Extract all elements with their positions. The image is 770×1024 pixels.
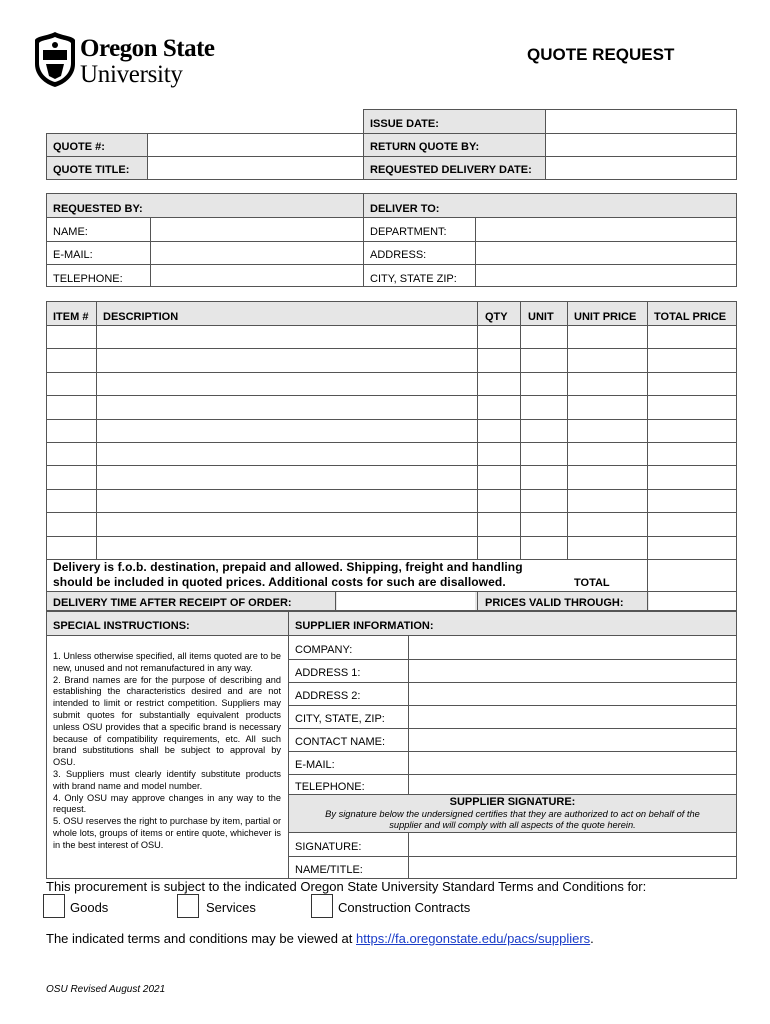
construction-contracts-checkbox[interactable] bbox=[311, 894, 333, 918]
line-item-description-cell[interactable] bbox=[97, 373, 476, 394]
supplier-telephone-field[interactable] bbox=[410, 775, 736, 793]
supplier-company-field[interactable] bbox=[410, 637, 736, 658]
supplier-city-label: CITY, STATE, ZIP: bbox=[295, 713, 385, 725]
signature-field[interactable] bbox=[410, 834, 736, 855]
line-item-qty-cell[interactable] bbox=[478, 373, 519, 394]
requester-email-label: E-MAIL: bbox=[53, 249, 93, 261]
quote-title-field[interactable] bbox=[149, 158, 362, 179]
supplier-address1-field[interactable] bbox=[410, 660, 736, 681]
return-quote-by-label: RETURN QUOTE BY: bbox=[370, 141, 480, 153]
page-title: QUOTE REQUEST bbox=[527, 45, 675, 64]
line-item-total-price-cell[interactable] bbox=[648, 349, 736, 370]
supplier-information-heading: SUPPLIER INFORMATION: bbox=[295, 620, 434, 632]
line-item-description-cell[interactable] bbox=[97, 420, 476, 441]
quote-number-field[interactable] bbox=[149, 135, 362, 155]
supplier-telephone-label: TELEPHONE: bbox=[295, 781, 365, 793]
supplier-address2-field[interactable] bbox=[410, 683, 736, 704]
supplier-email-field[interactable] bbox=[410, 752, 736, 773]
requester-telephone-field[interactable] bbox=[152, 266, 362, 286]
line-item-unit-cell[interactable] bbox=[521, 349, 566, 370]
goods-checkbox[interactable] bbox=[43, 894, 65, 918]
instruction-item: 3. Suppliers must clearly identify substitute products with brand name and model number. bbox=[53, 768, 281, 791]
requester-name-label: NAME: bbox=[53, 226, 88, 238]
line-item-unit-price-cell[interactable] bbox=[568, 466, 646, 487]
line-item-item-number-cell[interactable] bbox=[47, 537, 95, 558]
supplier-contact-field[interactable] bbox=[410, 729, 736, 750]
services-label: Services bbox=[206, 900, 256, 915]
line-item-unit-price-cell[interactable] bbox=[568, 396, 646, 417]
delivery-terms-note-line2: should be included in quoted prices. Additional costs for such are disallowed. bbox=[53, 575, 506, 589]
prices-valid-through-label: PRICES VALID THROUGH: bbox=[485, 597, 624, 609]
name-title-label: NAME/TITLE: bbox=[295, 864, 363, 876]
terms-view-text: The indicated terms and conditions may be viewed at bbox=[46, 931, 357, 946]
university-name-line1: Oregon State bbox=[80, 35, 215, 62]
line-item-unit-cell[interactable] bbox=[521, 396, 566, 417]
line-item-unit-cell[interactable] bbox=[521, 420, 566, 441]
line-item-total-price-cell[interactable] bbox=[648, 373, 736, 394]
requester-name-field[interactable] bbox=[152, 219, 362, 240]
line-item-unit-cell[interactable] bbox=[521, 466, 566, 487]
terms-intro-text: This procurement is subject to the indicated Oregon State University Standard Terms and Conditions for: bbox=[46, 879, 647, 894]
line-item-total-price-cell[interactable] bbox=[648, 326, 736, 347]
special-instructions-heading: SPECIAL INSTRUCTIONS: bbox=[53, 620, 190, 632]
line-item-unit-price-cell[interactable] bbox=[568, 537, 646, 558]
special-instructions-list bbox=[53, 651, 281, 852]
line-item-item-number-cell[interactable] bbox=[47, 490, 95, 511]
line-item-qty-cell[interactable] bbox=[478, 420, 519, 441]
line-item-unit-cell[interactable] bbox=[521, 443, 566, 464]
name-title-field[interactable] bbox=[410, 858, 736, 878]
line-item-total-price-cell[interactable] bbox=[648, 490, 736, 511]
terms-period: . bbox=[590, 931, 594, 946]
line-item-unit-price-cell[interactable] bbox=[568, 326, 646, 347]
column-header-unit: UNIT bbox=[528, 311, 554, 323]
line-item-unit-cell[interactable] bbox=[521, 513, 566, 534]
line-item-qty-cell[interactable] bbox=[478, 396, 519, 417]
deliver-address-field[interactable] bbox=[477, 242, 735, 263]
delivery-time-label: DELIVERY TIME AFTER RECEIPT OF ORDER: bbox=[53, 597, 292, 609]
line-item-qty-cell[interactable] bbox=[478, 466, 519, 487]
line-item-total-price-cell[interactable] bbox=[648, 420, 736, 441]
line-item-description-cell[interactable] bbox=[97, 443, 476, 464]
line-item-qty-cell[interactable] bbox=[478, 326, 519, 347]
line-item-unit-cell[interactable] bbox=[521, 326, 566, 347]
column-header-total-price: TOTAL PRICE bbox=[654, 311, 727, 323]
osu-seal-logo-icon bbox=[33, 30, 77, 88]
line-item-unit-price-cell[interactable] bbox=[568, 373, 646, 394]
quote-title-label: QUOTE TITLE: bbox=[53, 164, 130, 176]
line-item-unit-cell[interactable] bbox=[521, 373, 566, 394]
department-field[interactable] bbox=[477, 219, 735, 240]
supplier-email-label: E-MAIL: bbox=[295, 759, 335, 771]
column-header-description: DESCRIPTION bbox=[103, 311, 179, 323]
line-item-unit-price-cell[interactable] bbox=[568, 513, 646, 534]
signature-certification-line2: supplier and will comply with all aspects of the quote herein. bbox=[389, 820, 636, 830]
department-label: DEPARTMENT: bbox=[370, 226, 447, 238]
line-item-description-cell[interactable] bbox=[97, 396, 476, 417]
requester-telephone-label: TELEPHONE: bbox=[53, 273, 123, 285]
line-item-description-cell[interactable] bbox=[97, 490, 476, 511]
line-item-unit-price-cell[interactable] bbox=[568, 420, 646, 441]
line-item-item-number-cell[interactable] bbox=[47, 420, 95, 441]
issue-date-field[interactable] bbox=[547, 111, 735, 132]
services-checkbox[interactable] bbox=[177, 894, 199, 918]
instruction-item: 1. Unless otherwise specified, all items quoted are to be new, unused and not remanufactured in any way. bbox=[53, 651, 281, 673]
line-item-item-number-cell[interactable] bbox=[47, 443, 95, 464]
deliver-city-state-zip-field[interactable] bbox=[477, 266, 735, 286]
prices-valid-through-field[interactable] bbox=[649, 592, 736, 610]
line-item-qty-cell[interactable] bbox=[478, 349, 519, 370]
line-item-description-cell[interactable] bbox=[97, 513, 476, 534]
line-item-unit-price-cell[interactable] bbox=[568, 443, 646, 464]
requested-delivery-date-field[interactable] bbox=[547, 158, 735, 179]
delivery-terms-note-line1: Delivery is f.o.b. destination, prepaid and allowed. Shipping, freight and handling bbox=[53, 560, 523, 574]
requested-by-label: REQUESTED BY: bbox=[53, 203, 143, 215]
line-item-qty-cell[interactable] bbox=[478, 443, 519, 464]
line-item-unit-cell[interactable] bbox=[521, 490, 566, 511]
line-item-total-price-cell[interactable] bbox=[648, 443, 736, 464]
line-item-description-cell[interactable] bbox=[97, 326, 476, 347]
line-item-item-number-cell[interactable] bbox=[47, 326, 95, 347]
line-item-total-price-cell[interactable] bbox=[648, 396, 736, 417]
instruction-item: 4. Only OSU may approve changes in any way to the request. bbox=[53, 792, 281, 815]
requester-email-field[interactable] bbox=[152, 242, 362, 263]
line-item-item-number-cell[interactable] bbox=[47, 513, 95, 534]
total-label: TOTAL bbox=[574, 577, 610, 589]
line-item-description-cell[interactable] bbox=[97, 466, 476, 487]
column-header-unit-price: UNIT PRICE bbox=[574, 311, 637, 323]
column-header-qty: QTY bbox=[485, 311, 508, 323]
deliver-to-label: DELIVER TO: bbox=[370, 203, 440, 215]
suppliers-terms-link[interactable]: https://fa.oregonstate.edu/pacs/suppliers bbox=[356, 931, 591, 946]
line-item-qty-cell[interactable] bbox=[478, 513, 519, 534]
line-item-unit-cell[interactable] bbox=[521, 537, 566, 558]
line-item-item-number-cell[interactable] bbox=[47, 349, 95, 370]
deliver-address-label: ADDRESS: bbox=[370, 249, 427, 261]
line-item-item-number-cell[interactable] bbox=[47, 466, 95, 487]
issue-date-label: ISSUE DATE: bbox=[370, 118, 439, 130]
line-item-total-price-cell[interactable] bbox=[648, 466, 736, 487]
supplier-company-label: COMPANY: bbox=[295, 644, 353, 656]
instruction-item: 2. Brand names are for the purpose of describing and establishing the characteristics desired and are not intended to limit or restrict competition. Suppliers may submit quotes for substantially equivalent products unless OSU provides that a specific brand is necessary because of compatibility requirements, etc. All such brand substitutions shall be subject to approval by OSU. bbox=[53, 674, 281, 768]
supplier-address2-label: ADDRESS 2: bbox=[295, 690, 361, 702]
instruction-item: 5. OSU reserves the right to purchase by item, partial or whole lots, groups of items or entire quote, whichever is in the best interest of OSU. bbox=[53, 816, 281, 850]
grand-total-field[interactable] bbox=[649, 559, 736, 590]
line-item-item-number-cell[interactable] bbox=[47, 396, 95, 417]
line-item-total-price-cell[interactable] bbox=[648, 513, 736, 534]
line-item-total-price-cell[interactable] bbox=[648, 537, 736, 558]
line-item-unit-price-cell[interactable] bbox=[568, 490, 646, 511]
requested-delivery-date-label: REQUESTED DELIVERY DATE: bbox=[370, 164, 532, 176]
delivery-time-field[interactable] bbox=[337, 592, 475, 610]
line-item-description-cell[interactable] bbox=[97, 349, 476, 370]
column-header-item-number: ITEM # bbox=[53, 311, 89, 323]
line-item-qty-cell[interactable] bbox=[478, 490, 519, 511]
supplier-contact-label: CONTACT NAME: bbox=[295, 736, 386, 748]
deliver-city-state-zip-label: CITY, STATE ZIP: bbox=[370, 273, 457, 285]
line-item-description-cell[interactable] bbox=[97, 537, 476, 558]
construction-contracts-label: Construction Contracts bbox=[338, 900, 471, 915]
line-item-unit-price-cell[interactable] bbox=[568, 349, 646, 370]
signature-certification-line1: By signature below the undersigned certifies that they are authorized to act on behalf of the bbox=[325, 809, 700, 819]
revision-footer: OSU Revised August 2021 bbox=[46, 984, 166, 995]
line-item-qty-cell[interactable] bbox=[478, 537, 519, 558]
university-name-line2: University bbox=[80, 61, 183, 88]
return-quote-by-field[interactable] bbox=[547, 135, 735, 155]
supplier-address1-label: ADDRESS 1: bbox=[295, 667, 361, 679]
line-item-item-number-cell[interactable] bbox=[47, 373, 95, 394]
supplier-signature-heading: SUPPLIER SIGNATURE: bbox=[449, 796, 576, 808]
terms-view-sentence bbox=[46, 931, 594, 946]
supplier-city-field[interactable] bbox=[410, 706, 736, 727]
signature-label: SIGNATURE: bbox=[295, 841, 362, 853]
goods-label: Goods bbox=[70, 900, 109, 915]
quote-number-label: QUOTE #: bbox=[53, 141, 105, 153]
